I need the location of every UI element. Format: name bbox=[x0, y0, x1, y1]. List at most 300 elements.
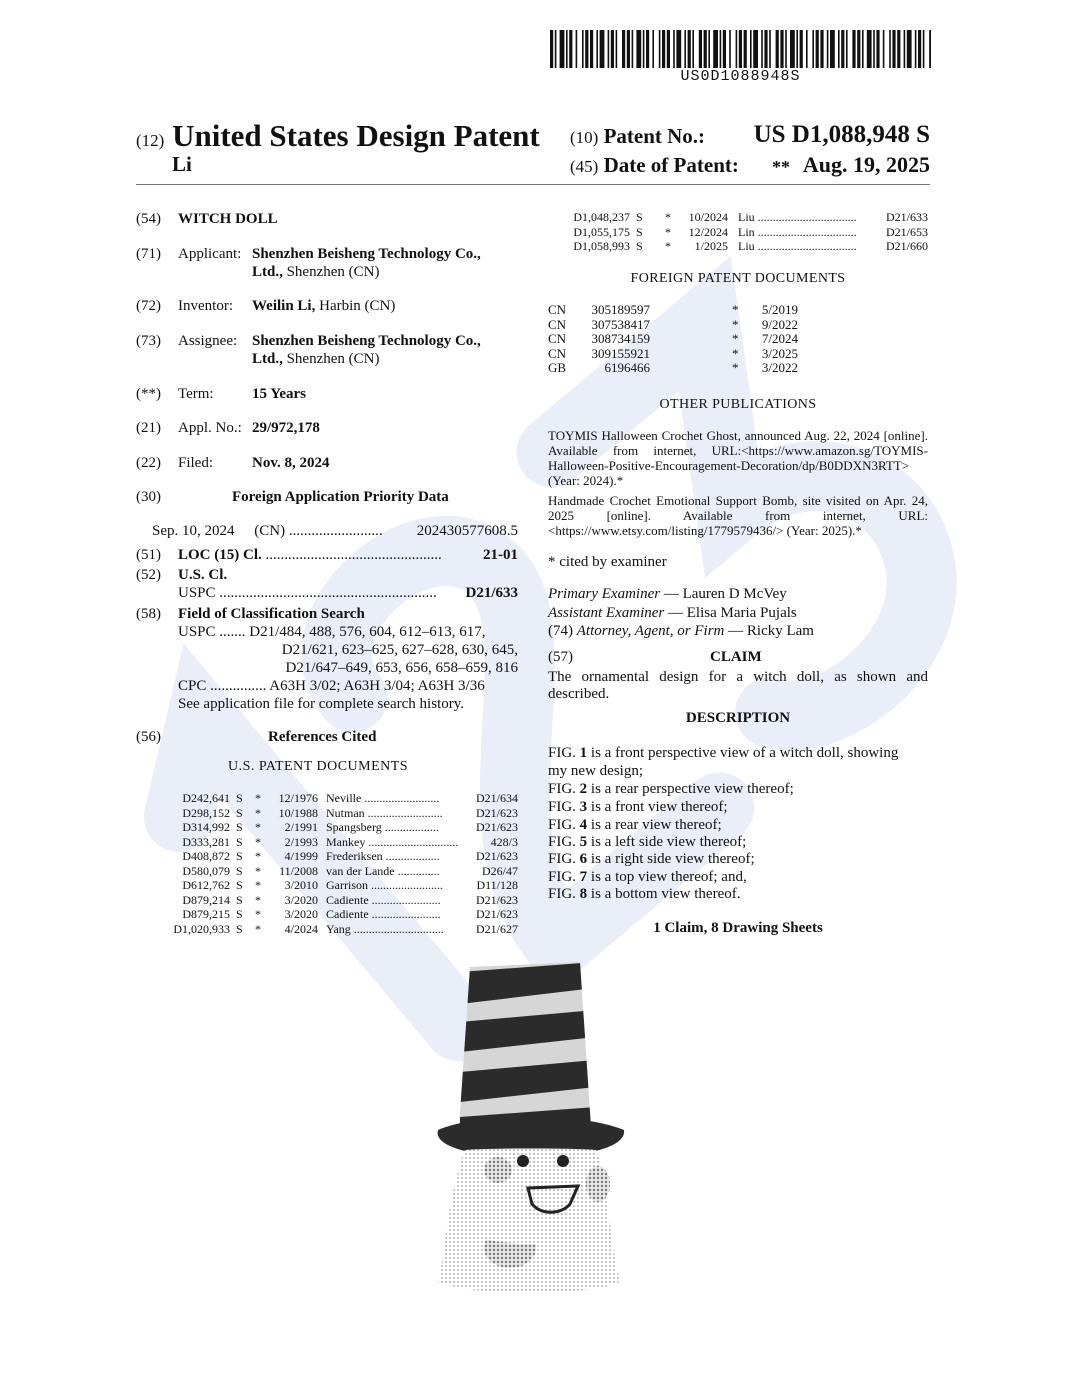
ref-star: * bbox=[255, 892, 261, 907]
barcode-bar bbox=[796, 30, 798, 68]
ref-dots: .............................. bbox=[365, 834, 459, 849]
ref-number: D333,281 bbox=[182, 834, 230, 849]
ref-dots: ................................. bbox=[754, 224, 857, 239]
ref-name: Liu bbox=[738, 210, 755, 224]
fp-number: 6196466 bbox=[604, 360, 650, 375]
field-title bbox=[136, 210, 516, 230]
fig-text: is a right side view thereof; bbox=[587, 851, 755, 867]
ref-class: D21/634 bbox=[476, 791, 518, 805]
applicant-name-line2: Ltd., bbox=[252, 264, 283, 280]
barcode-bar bbox=[723, 30, 726, 68]
fp-country: GB bbox=[548, 360, 567, 375]
ref-date: 1/2025 bbox=[694, 239, 728, 253]
ref-number: D879,215 bbox=[182, 907, 230, 921]
code-73: (73) bbox=[136, 333, 161, 349]
barcode-bar bbox=[904, 30, 906, 68]
claim-text: The ornamental design for a witch doll, as shown and described. bbox=[548, 669, 928, 702]
ref-dots: ................................. bbox=[754, 239, 857, 253]
ref-name-wrap bbox=[326, 849, 440, 863]
ref-name: Mankey bbox=[326, 834, 366, 849]
barcode-bar bbox=[608, 30, 610, 68]
ref-date: 12/1976 bbox=[278, 791, 318, 805]
field-loc bbox=[136, 546, 518, 566]
code-30: (30) bbox=[136, 489, 161, 505]
fp-country: CN bbox=[548, 331, 567, 346]
figure-description-line bbox=[548, 745, 898, 762]
loc-value: 21-01 bbox=[483, 547, 518, 563]
foreign-priority-row bbox=[152, 522, 518, 542]
term-label: Term: bbox=[178, 386, 214, 402]
fp-date: 5/2019 bbox=[761, 302, 798, 317]
code-74: (74) bbox=[548, 623, 573, 639]
ref-number: D298,152 bbox=[182, 805, 230, 820]
barcode-bar bbox=[616, 30, 618, 68]
barcode-bar bbox=[736, 30, 738, 68]
ref-kind: S bbox=[236, 820, 243, 834]
ref-number: D879,214 bbox=[182, 892, 230, 907]
code-56: (56) bbox=[136, 729, 161, 745]
eye-right bbox=[557, 1155, 569, 1167]
patent-ref-row bbox=[568, 225, 928, 239]
header-code-12: (12) bbox=[136, 131, 165, 150]
barcode-bar bbox=[873, 30, 875, 68]
ref-class: D11/128 bbox=[476, 878, 518, 892]
ref-class: D21/623 bbox=[476, 849, 518, 863]
field-search-note: See application file for complete search history. bbox=[178, 696, 465, 712]
fp-star: * bbox=[732, 360, 739, 375]
patent-ref-row bbox=[158, 893, 518, 907]
ref-name-wrap bbox=[326, 806, 443, 820]
patent-no-label: Patent No.: bbox=[603, 124, 706, 148]
attorney-name: — Ricky Lam bbox=[724, 623, 814, 639]
us-patent-docs-heading: U.S. PATENT DOCUMENTS bbox=[228, 759, 409, 774]
figure-description-line bbox=[548, 781, 794, 798]
cited-by-examiner-note: * cited by examiner bbox=[548, 554, 667, 570]
ref-star: * bbox=[255, 907, 261, 921]
ref-kind: S bbox=[236, 907, 243, 921]
barcode-bar bbox=[915, 30, 917, 68]
patent-ref-row bbox=[158, 806, 518, 820]
ref-date: 4/2024 bbox=[284, 921, 318, 936]
ref-name-wrap bbox=[738, 239, 857, 253]
barcode-bar bbox=[769, 30, 771, 68]
barcode-bar bbox=[838, 30, 840, 68]
inventor-label: Inventor: bbox=[178, 298, 233, 314]
assignee-location: Shenzhen (CN) bbox=[282, 351, 380, 367]
fp-country: CN bbox=[548, 302, 567, 317]
uspc-label: USPC bbox=[178, 585, 216, 601]
ref-dots: ......................... bbox=[361, 791, 440, 805]
fp-star: * bbox=[732, 331, 739, 346]
field-inventor bbox=[136, 297, 516, 317]
ref-class: D21/623 bbox=[476, 892, 518, 907]
barcode-bar bbox=[907, 30, 912, 68]
barcode-bar bbox=[764, 30, 767, 68]
fp-star: * bbox=[732, 345, 739, 361]
ref-kind: S bbox=[636, 239, 643, 253]
fig-text: is a front view thereof; bbox=[587, 799, 728, 815]
witch-doll-drawing bbox=[420, 952, 640, 1297]
barcode-bar bbox=[600, 30, 605, 68]
fig-number: 6 bbox=[579, 851, 588, 867]
field-search-uspc-3: D21/647–649, 653, 656, 658–659, 816 bbox=[285, 660, 518, 676]
barcode-bar bbox=[827, 30, 829, 68]
ref-kind: S bbox=[236, 805, 243, 820]
patent-ref-row bbox=[158, 835, 518, 849]
ref-date: 12/2024 bbox=[688, 224, 728, 239]
ref-name: Yang bbox=[326, 921, 351, 936]
ref-kind: S bbox=[236, 892, 243, 907]
field-term bbox=[136, 385, 516, 405]
ref-star: * bbox=[255, 863, 261, 878]
fig-text: is a left side view thereof; bbox=[587, 834, 747, 850]
barcode-bar bbox=[688, 30, 691, 68]
ref-name-wrap bbox=[326, 835, 458, 849]
primary-examiner bbox=[548, 586, 787, 603]
ref-name-wrap bbox=[326, 922, 444, 936]
ref-date: 10/1988 bbox=[278, 805, 318, 820]
barcode-bar bbox=[555, 30, 557, 68]
barcode-bar bbox=[662, 30, 665, 68]
ref-class: D21/623 bbox=[476, 820, 518, 834]
barcode-bar bbox=[739, 30, 742, 68]
inventor-name: Weilin Li, bbox=[252, 298, 316, 314]
ref-star: * bbox=[255, 791, 261, 805]
header-code-45: (45) bbox=[570, 157, 599, 176]
barcode-bar bbox=[816, 30, 819, 68]
barcode-bar bbox=[676, 30, 681, 68]
filed-value: Nov. 8, 2024 bbox=[252, 455, 330, 471]
ref-date: 3/2010 bbox=[284, 878, 318, 892]
fig-number: 8 bbox=[579, 886, 588, 902]
patent-header-title bbox=[136, 118, 540, 154]
ref-name: Frederiksen bbox=[326, 849, 383, 863]
code-21: (21) bbox=[136, 420, 161, 436]
patent-ref-row bbox=[158, 864, 518, 878]
priority-country: (CN) bbox=[254, 523, 286, 539]
header-patent-number bbox=[570, 121, 930, 149]
patent-ref-row bbox=[158, 907, 518, 921]
barcode-bar bbox=[596, 30, 598, 68]
ref-name-wrap bbox=[326, 791, 439, 805]
ref-date: 2/1991 bbox=[284, 820, 318, 834]
figure-description-line bbox=[548, 763, 643, 780]
ref-dots: .............................. bbox=[350, 921, 444, 936]
fig-number: 3 bbox=[579, 799, 588, 815]
ref-name: Cadiente bbox=[326, 892, 369, 907]
barcode-bar bbox=[830, 30, 835, 68]
fig-text: is a top view thereof; and, bbox=[587, 869, 747, 885]
ref-date: 10/2024 bbox=[688, 210, 728, 224]
barcode-bar bbox=[862, 30, 864, 68]
fig-text: is a bottom view thereof. bbox=[587, 886, 741, 902]
barcode-bar bbox=[852, 30, 855, 68]
ref-kind: S bbox=[236, 849, 243, 863]
barcode-bar bbox=[820, 30, 823, 68]
fig-prefix: FIG. bbox=[548, 781, 580, 797]
ref-star: * bbox=[255, 805, 261, 820]
ref-date: 2/1993 bbox=[284, 834, 318, 849]
ref-name-wrap bbox=[326, 907, 441, 921]
ref-dots: .............. bbox=[394, 863, 440, 878]
barcode-bar bbox=[646, 30, 649, 68]
patent-ref-row bbox=[158, 791, 518, 805]
ref-name: Liu bbox=[738, 239, 755, 253]
assistant-examiner bbox=[548, 605, 797, 622]
ref-number: D1,058,993 bbox=[573, 239, 630, 253]
barcode-bar bbox=[560, 30, 565, 68]
ref-dots: .................. bbox=[382, 849, 440, 863]
barcode-bar bbox=[622, 30, 625, 68]
figure-description-line bbox=[548, 799, 728, 816]
ref-number: D612,762 bbox=[182, 878, 230, 892]
assistant-examiner-label: Assistant Examiner bbox=[548, 605, 665, 621]
barcode-bar bbox=[684, 30, 686, 68]
field-foreign-priority bbox=[136, 488, 516, 508]
ref-kind: S bbox=[236, 863, 243, 878]
field-assignee bbox=[136, 332, 516, 372]
fp-date: 3/2022 bbox=[761, 360, 798, 375]
header-code-10: (10) bbox=[570, 128, 599, 147]
foreign-patent-row bbox=[548, 332, 798, 346]
barcode-bar bbox=[857, 30, 860, 68]
barcode-bar bbox=[846, 30, 848, 68]
ref-name: Cadiente bbox=[326, 907, 369, 921]
description-heading: DESCRIPTION bbox=[685, 710, 791, 726]
fp-date: 3/2025 bbox=[761, 345, 798, 361]
ref-star: * bbox=[255, 849, 261, 863]
other-publications-heading: OTHER PUBLICATIONS bbox=[659, 397, 817, 412]
applicant-label: Applicant: bbox=[178, 246, 242, 262]
patent-ref-row bbox=[158, 820, 518, 834]
ref-star: * bbox=[255, 820, 261, 834]
ref-class: D21/623 bbox=[476, 907, 518, 921]
patent-ref-row bbox=[158, 849, 518, 863]
barcode-bar bbox=[720, 30, 722, 68]
barcode-bar bbox=[918, 30, 921, 68]
fig-text: my new design; bbox=[548, 763, 643, 779]
primary-examiner-name: — Lauren D McVey bbox=[660, 586, 787, 602]
assignee-name: Shenzhen Beisheng Technology Co., bbox=[252, 333, 481, 349]
barcode-bar bbox=[785, 30, 787, 68]
ref-class: D21/633 bbox=[886, 210, 928, 224]
ref-name-wrap bbox=[326, 893, 441, 907]
fig-prefix: FIG. bbox=[548, 745, 580, 761]
barcode-bar bbox=[761, 30, 763, 68]
foreign-priority-heading: Foreign Application Priority Data bbox=[232, 489, 449, 505]
references-heading: References Cited bbox=[268, 729, 377, 745]
field-filed bbox=[136, 454, 516, 474]
fp-star: * bbox=[732, 316, 739, 332]
fp-star: * bbox=[732, 302, 739, 317]
code-58: (58) bbox=[136, 606, 161, 622]
ref-dots: ....................... bbox=[368, 892, 441, 907]
barcode-bar bbox=[806, 30, 808, 68]
code-71: (71) bbox=[136, 246, 161, 262]
barcode-bar bbox=[632, 30, 634, 68]
ref-star: * bbox=[665, 239, 671, 253]
appl-no-label: Appl. No.: bbox=[178, 420, 242, 436]
fp-number: 307538417 bbox=[591, 316, 650, 332]
patent-number: US D1,088,948 S bbox=[753, 121, 930, 148]
barcode-bar bbox=[897, 30, 900, 68]
ref-dots: ......................... bbox=[364, 805, 443, 820]
barcode-bar bbox=[889, 30, 891, 68]
assistant-examiner-name: — Elisa Maria Pujals bbox=[664, 605, 797, 621]
primary-examiner-label: Primary Examiner bbox=[548, 586, 661, 602]
barcode-bar bbox=[611, 30, 614, 68]
patent-ref-row bbox=[158, 922, 518, 936]
barcode-bar bbox=[883, 30, 885, 68]
patent-type-title: United States Design Patent bbox=[172, 118, 540, 153]
ref-name: Lin bbox=[738, 224, 755, 239]
barcode-bar bbox=[636, 30, 641, 68]
barcode-bar bbox=[841, 30, 844, 68]
barcode-bar bbox=[929, 30, 931, 68]
uspc-value: D21/633 bbox=[465, 585, 518, 601]
code-72: (72) bbox=[136, 298, 161, 314]
barcode-bar bbox=[673, 30, 675, 68]
barcode-bar bbox=[627, 30, 630, 68]
barcode-bar bbox=[692, 30, 694, 68]
ref-dots: ........................ bbox=[368, 878, 443, 892]
ref-class: D21/623 bbox=[476, 805, 518, 820]
ref-star: * bbox=[255, 834, 261, 849]
barcode-bar bbox=[750, 30, 752, 68]
other-publication-2: Handmade Crochet Emotional Support Bomb, site visited on Apr. 24, 2025 [online]. Available from internet, URL:<https://www.etsy.com/listing/1779579436/> (Year: 2025).* bbox=[548, 493, 928, 538]
fp-date: 9/2022 bbox=[761, 316, 798, 332]
ref-kind: S bbox=[236, 791, 243, 805]
fig-prefix: FIG. bbox=[548, 851, 580, 867]
patent-ref-row bbox=[158, 878, 518, 892]
ref-star: * bbox=[665, 210, 671, 224]
other-publication-1: TOYMIS Halloween Crochet Ghost, announced Aug. 22, 2024 [online]. Available from internet, URL:<https://www.amazon.sg/TOYMIS-Halloween-Positive-Encouragement-Decoration/dp/B0DDXN3RTT> (Year: 2024).* bbox=[548, 428, 928, 488]
barcode-bar bbox=[576, 30, 578, 68]
ref-number: D1,020,933 bbox=[173, 921, 230, 936]
barcode-bar bbox=[753, 30, 758, 68]
barcode-bar bbox=[590, 30, 593, 68]
filed-label: Filed: bbox=[178, 455, 214, 471]
foreign-patent-row bbox=[548, 361, 798, 375]
field-search-uspc: USPC ....... D21/484, 488, 576, 604, 612–613, 617, bbox=[178, 624, 486, 640]
barcode-bar bbox=[704, 30, 707, 68]
ref-name: Garrison bbox=[326, 878, 368, 892]
fp-country: CN bbox=[548, 345, 567, 361]
assignee-label: Assignee: bbox=[178, 333, 238, 349]
fp-number: 308734159 bbox=[591, 331, 650, 346]
fig-number: 1 bbox=[579, 745, 588, 761]
code-term: (**) bbox=[136, 386, 161, 402]
fp-country: CN bbox=[548, 316, 567, 332]
fig-number: 7 bbox=[579, 869, 588, 885]
barcode-bar bbox=[713, 30, 718, 68]
barcode-bar bbox=[876, 30, 879, 68]
foreign-patents-heading: FOREIGN PATENT DOCUMENTS bbox=[630, 271, 846, 286]
term-value: 15 Years bbox=[252, 386, 307, 402]
ref-name-wrap bbox=[738, 225, 857, 239]
appl-no-value: 29/972,178 bbox=[252, 420, 320, 436]
ref-star: * bbox=[255, 921, 261, 936]
barcode-bar bbox=[776, 30, 779, 68]
assignee-name-line2: Ltd., bbox=[252, 351, 283, 367]
barcode-bar bbox=[566, 30, 568, 68]
barcode-bar bbox=[699, 30, 702, 68]
ref-dots: ....................... bbox=[368, 907, 441, 921]
ref-star: * bbox=[665, 224, 671, 239]
attorney-label: Attorney, Agent, or Firm bbox=[576, 623, 725, 639]
ref-number: D242,641 bbox=[182, 791, 230, 805]
design-title: WITCH DOLL bbox=[178, 211, 278, 227]
ref-dots: ................................. bbox=[754, 210, 857, 224]
cheek-right bbox=[586, 1166, 610, 1202]
code-57: (57) bbox=[548, 649, 573, 665]
code-52: (52) bbox=[136, 567, 161, 583]
ref-kind: S bbox=[236, 834, 243, 849]
barcode-bar bbox=[812, 30, 814, 68]
ref-date: 3/2020 bbox=[284, 892, 318, 907]
fig-prefix: FIG. bbox=[548, 817, 580, 833]
barcode-bar bbox=[780, 30, 783, 68]
barcode-bar bbox=[643, 30, 645, 68]
ref-class: D21/653 bbox=[886, 224, 928, 239]
barcode-bar bbox=[923, 30, 925, 68]
ref-name-wrap bbox=[326, 864, 440, 878]
ref-class: 428/3 bbox=[490, 834, 518, 849]
ref-kind: S bbox=[236, 878, 243, 892]
ref-star: * bbox=[255, 878, 261, 892]
ref-date: 3/2020 bbox=[284, 907, 318, 921]
barcode-number: US0D1088948S bbox=[680, 68, 801, 85]
ref-number: D1,055,175 bbox=[573, 224, 630, 239]
header-rule bbox=[136, 184, 930, 185]
ref-name: Neville bbox=[326, 791, 362, 805]
foreign-patent-row bbox=[548, 318, 798, 332]
ref-name-wrap bbox=[326, 878, 443, 892]
barcode-bar bbox=[550, 30, 553, 68]
loc-dots: ............................................... bbox=[261, 547, 442, 563]
patent-ref-row bbox=[568, 239, 928, 253]
field-classification-search bbox=[136, 605, 518, 715]
uspc-dots: .......................................................... bbox=[215, 585, 437, 601]
fig-prefix: FIG. bbox=[548, 869, 580, 885]
ref-class: D21/660 bbox=[886, 239, 928, 253]
fig-number: 2 bbox=[579, 781, 588, 797]
patent-ref-row bbox=[568, 210, 928, 224]
ref-kind: S bbox=[636, 224, 643, 239]
figure-description-line bbox=[548, 869, 747, 886]
fig-prefix: FIG. bbox=[548, 886, 580, 902]
ref-kind: S bbox=[236, 921, 243, 936]
ref-date: 4/1999 bbox=[284, 849, 318, 863]
eye-left bbox=[517, 1155, 529, 1167]
header-date-of-patent bbox=[570, 153, 930, 178]
code-22: (22) bbox=[136, 455, 161, 471]
ref-class: D21/627 bbox=[476, 921, 518, 936]
barcode-bar bbox=[867, 30, 872, 68]
field-references bbox=[136, 728, 518, 774]
field-appl-no bbox=[136, 419, 516, 439]
barcode-bar bbox=[729, 30, 731, 68]
code-54: (54) bbox=[136, 211, 161, 227]
applicant-name: Shenzhen Beisheng Technology Co., bbox=[252, 246, 481, 262]
attorney bbox=[548, 623, 814, 640]
priority-number: 202430577608.5 bbox=[416, 523, 518, 539]
ref-date: 11/2008 bbox=[279, 863, 318, 878]
cheek-left bbox=[484, 1157, 512, 1183]
foreign-patent-row bbox=[548, 303, 798, 317]
date-stars: ** bbox=[772, 157, 790, 177]
barcode-bar bbox=[582, 30, 584, 68]
